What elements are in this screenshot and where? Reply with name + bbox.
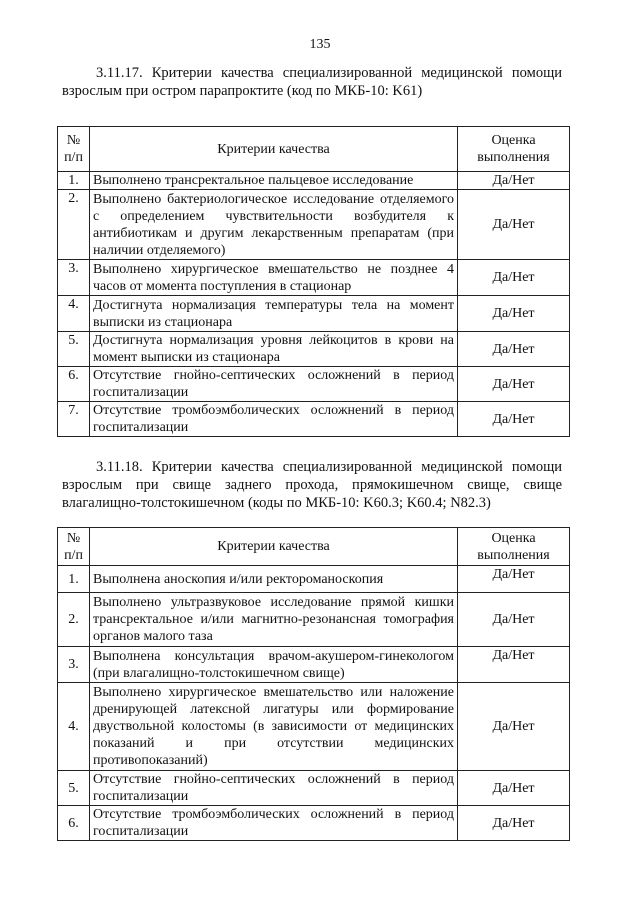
row-criterion: Выполнено ультразвуковое исследование прямой кишки трансректальное и/или магнитно-резонансная томография органов малого таза: [90, 593, 458, 647]
row-evaluation: Да/Нет: [458, 332, 570, 367]
header-evaluation: Оценка выполнения: [458, 528, 570, 566]
row-evaluation: Да/Нет: [458, 566, 570, 593]
row-num: 6.: [58, 367, 90, 402]
table-row: [58, 402, 570, 437]
header-num: № п/п: [58, 528, 90, 566]
row-num: 1.: [58, 172, 90, 190]
row-evaluation: Да/Нет: [458, 806, 570, 841]
row-num: 1.: [58, 566, 90, 593]
table-row: [58, 260, 570, 296]
row-criterion: Достигнута нормализация уровня лейкоцитов в крови на момент выписки из стационара: [90, 332, 458, 367]
row-num: 3.: [58, 260, 90, 296]
table-row: [58, 566, 570, 593]
table-row: [58, 771, 570, 806]
row-num: 5.: [58, 771, 90, 806]
row-criterion: Отсутствие гнойно-септических осложнений в период госпитализации: [90, 367, 458, 402]
table-row: [58, 190, 570, 260]
row-num: 2.: [58, 593, 90, 647]
row-num: 4.: [58, 296, 90, 332]
row-evaluation: Да/Нет: [458, 647, 570, 683]
table-row: [58, 647, 570, 683]
row-evaluation: Да/Нет: [458, 190, 570, 260]
header-criterion: Критерии качества: [90, 528, 458, 566]
page-number: 135: [309, 37, 331, 52]
table-row: [58, 683, 570, 771]
header-criterion: Критерии качества: [90, 127, 458, 172]
row-criterion: Отсутствие гнойно-септических осложнений в период госпитализации: [90, 771, 458, 806]
row-criterion: Выполнена аноскопия и/или ректороманоскопия: [90, 566, 458, 593]
row-num: 3.: [58, 647, 90, 683]
table-row: [58, 593, 570, 647]
row-criterion: Выполнено хирургическое вмешательство не позднее 4 часов от момента поступления в стационар: [90, 260, 458, 296]
row-criterion: Выполнено хирургическое вмешательство или наложение дренирующей латексной лигатуры или формирование двуствольной колостомы (в зависимости от медицинских показаний и при отсутствии медицинских противопоказаний): [90, 683, 458, 771]
row-criterion: Отсутствие тромбоэмболических осложнений в период госпитализации: [90, 806, 458, 841]
row-evaluation: Да/Нет: [458, 683, 570, 771]
table-row: [58, 172, 570, 190]
header-num: № п/п: [58, 127, 90, 172]
row-num: 6.: [58, 806, 90, 841]
table-row: [58, 296, 570, 332]
row-evaluation: Да/Нет: [458, 296, 570, 332]
section-1-title: 3.11.17. Критерии качества специализированной медицинской помощи взрослым при остром парапроктите (код по МКБ-10: K61): [62, 65, 562, 99]
row-criterion: Выполнена консультация врачом-акушером-гинекологом (при влагалищно-толстокишечном свище): [90, 647, 458, 683]
row-criterion: Отсутствие тромбоэмболических осложнений в период госпитализации: [90, 402, 458, 437]
header-evaluation: Оценка выполнения: [458, 127, 570, 172]
row-evaluation: Да/Нет: [458, 172, 570, 190]
row-criterion: Выполнено бактериологическое исследование отделяемого с определением чувствительности возбудителя к антибиотикам и другим лекарственным препаратам (при наличии отделяемого): [90, 190, 458, 260]
table-row: [58, 806, 570, 841]
table-row: [58, 367, 570, 402]
row-num: 4.: [58, 683, 90, 771]
row-num: 5.: [58, 332, 90, 367]
row-num: 2.: [58, 190, 90, 260]
row-evaluation: Да/Нет: [458, 771, 570, 806]
section-2-table: [57, 527, 570, 841]
table-header-row: [58, 528, 570, 566]
table-row: [58, 332, 570, 367]
table-header-row: [58, 127, 570, 172]
row-criterion: Достигнута нормализация температуры тела на момент выписки из стационара: [90, 296, 458, 332]
row-evaluation: Да/Нет: [458, 402, 570, 437]
row-evaluation: Да/Нет: [458, 260, 570, 296]
row-evaluation: Да/Нет: [458, 367, 570, 402]
section-1-table: [57, 126, 570, 437]
row-criterion: Выполнено трансректальное пальцевое исследование: [90, 172, 458, 190]
row-num: 7.: [58, 402, 90, 437]
section-2-title: 3.11.18. Критерии качества специализированной медицинской помощи взрослым при свище заднего прохода, прямокишечном свище, свище влагалищно-толстокишечном (коды по МКБ-10: K60.3; K60.4; N82.3): [62, 459, 562, 511]
row-evaluation: Да/Нет: [458, 593, 570, 647]
